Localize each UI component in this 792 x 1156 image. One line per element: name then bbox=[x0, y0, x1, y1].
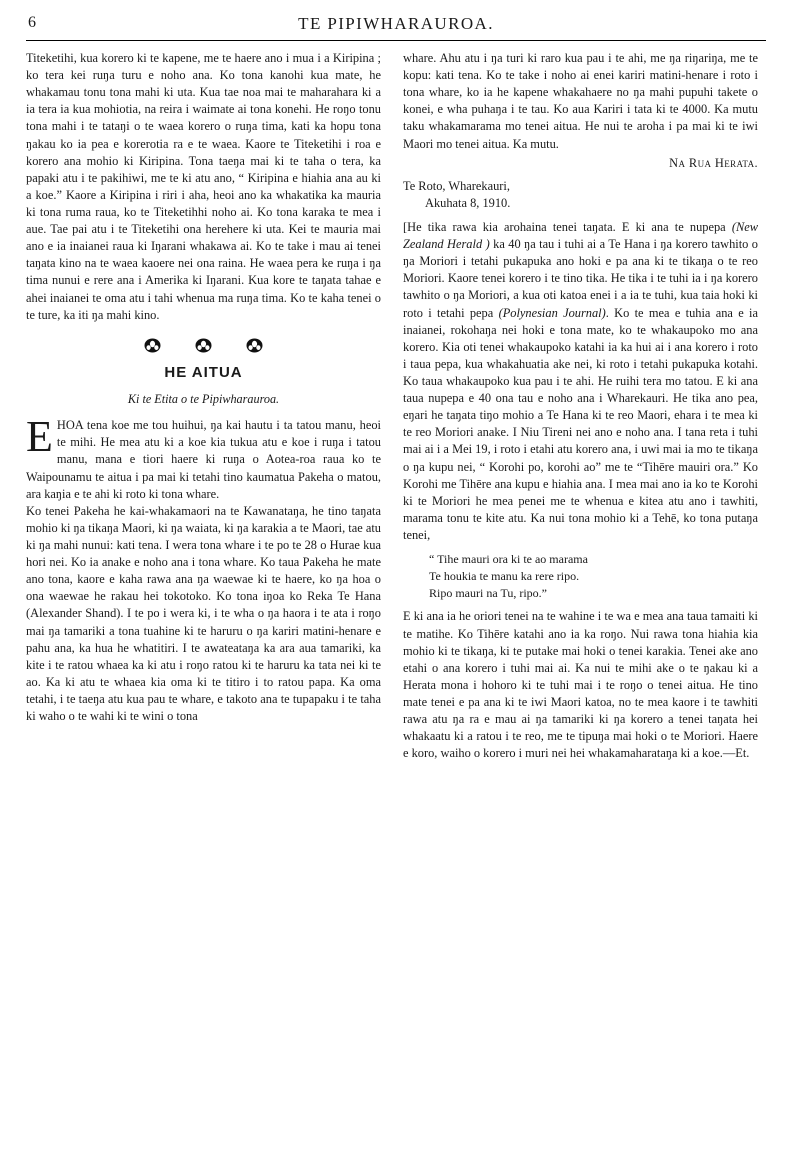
editor-note bbox=[403, 219, 758, 544]
running-head bbox=[26, 14, 766, 41]
right-paragraph-1: whare. Ahu atu i ŋa turi ki raro kua pau i te ahi, me ŋa riŋariŋa, me te kopu: kati tena. Ko te take i noho ai enei kariri matini-henare i roto i tona whare, ko ia he kapene whakahaere no ŋa mahi pupuhi takete o konei, e wha puhaŋa i te tau. Ko aua Kariri i tata ki te 4000. Ka mutu taku whakamarama mo tenei aitua. He nui te aroha i pa mai ki te iwi Maori mo tenei aitua. Ka mutu. bbox=[403, 51, 758, 151]
right-column bbox=[403, 50, 758, 762]
floral-ornament-icon bbox=[144, 338, 161, 353]
verse-block bbox=[403, 551, 758, 601]
journal-name-herald: (New Zealand Herald ) bbox=[403, 219, 758, 252]
article-first-paragraph: HOA tena koe me tou huihui, ŋa kai hautu i ta tatou manu, heoi te mihi. He mea atu ki a koe kia tukua atu e koe i ruŋa i tatou manu, mana e tiori haere ki ruŋa o Aotea-roa raua ko te Waipounamu te aitua i pa mai ki tetahi tino kaumatua Pakeha o matou, ara kaŋia e te ahi ki roto ki tona whare. bbox=[26, 418, 381, 501]
journal-name-polynesian: (Polynesian Journal) bbox=[498, 305, 606, 320]
verse-line-1: “ Tihe mauri ora ki te ao marama bbox=[429, 552, 588, 567]
closing-paragraph: E ki ana ia he oriori tenei na te wahine i te wa e mea ana taua tamaiti ki te matihe. Ko Tihēre katahi ano ia ka roŋo. Nui rawa tona hiahia kia mohio ki te tikaŋa, ki te putake mai hoki o tenei karakia. Tenei ake ano etahi o ana korero i tuhi mai ai. Ka nui te mihi ake o te ŋakau ki a Herata mona i hohoro ki te tuhi mai i te roŋo o tenei aitua. He tino mate tenei e pa ana ki te iwi Maori katoa, no te mea kaore i te tawhiti rawa atu ŋa ra e mau ai ŋa tamariki ki ŋa korero a tenei taŋata hei whakaatu ki a ratou i te reo, me te tipuŋa mai hoki o te Moriori. Haere e koro, waiho o korero i muri nei hei whakamaharataŋa ki a koe.—Et. bbox=[403, 609, 758, 761]
drop-cap: E bbox=[26, 412, 53, 462]
editor-note-part-1: [He tika rawa kia arohaina tenei taŋata. E ki ana te nupepa bbox=[403, 219, 732, 234]
dateline-date: Akuhata 8, 1910. bbox=[425, 195, 511, 210]
floral-ornament-icon bbox=[246, 338, 263, 353]
editor-note-part-2: ka 40 ŋa tau i tuhi ai a Te Hana i ŋa korero tawhito o ŋa Moriori i tetahi pukapuka ano hoki e pa ana ki te tikaŋa o te reo Moriori. Kaore tenei korero i te tino tika. He tika i te tuhi ia i ŋa korero tawhito o ŋa Moriori, a kua oti katoa enei i a ia te tuhi, kua taia hoki ki roto i tetahi pepa bbox=[403, 237, 758, 320]
left-column bbox=[26, 50, 381, 725]
article-paragraph-2: Ko tenei Pakeha he kai-whakamaori na te Kawanataŋa, he tino taŋata mohio ki ŋa tikaŋa Maori, ki ŋa waiata, ki ŋa karakia a te Maori, tae atu ki ŋa mahi nunui: kati tena. I wera tona whare i te po te 28 o Hurae kua hori nei. Ko ia anake e noho ana i tona whare. Ko taua Pakeha he mate ano tona, kaore e kaha rawa ana ŋa waewae ki te haere, ko ŋa hoa o ona waewae he rakau hei tokotoko. Ko tona iŋoa ko Reka Te Hana (Alexander Shand). I te po i wera ki, i te wha o ŋa haora i te ata i roŋo mai ŋa tamariki a tona tuahine ki te haruru o ŋa kariri matini-henare e pahu ana, ka hua he whatitiri. I te awateataŋa ka ara aua tamariki, ka kite i te ratou whaea ka ki atu i roŋo ratou ki te haruru ka tata nei ki te ao. Ka ki atu te whaea kia oma ki te titiro i to ratou papa. Ka oma tetahi, i te taeŋa atu kua pau te whare, e takoto ana te tupapaku i te taha ki waho o te wahi ki te wini o tona bbox=[26, 503, 381, 724]
verse-line-3: Ripo mauri na Tu, ripo.” bbox=[429, 585, 548, 600]
dateline bbox=[403, 178, 758, 212]
left-paragraph-1: Titeketihi, kua korero ki te kapene, me te haere ano i mua i a Kiripina ; ko tera kei ruŋa turu e noho ana. Ko tona kanohi kua mate, he whakamau tonu tona mahi ki uta. Kua tae noa mai te maharahara ki a ia tera ia kua mohiotia, na reira i waimate ai tona konehi. He roŋo tonu tona mahi i te tataŋi o te waea korero o ruŋa tima, kati ka hopu tona ŋakau ko ia pea e korerotia ra e te waea. Kaore te Titeketihi i roa e korero ana mohio ki Kiripina. Tona taeŋa mai ki te taha o tera, ka papaki atu i te pakihiwi, me te ki atu ano, “ Kiripina e hiahia ana au ki a koe.” Kaore a Kiripina i riri i aha, heoi ano ka whakatika ka mauria ki tona ruma raua, ko te Titeketihhi noho ai. Ko tona karaka te mea i aue. Tae pai atu i te Titeketihi ona herehere ki uta. Kei te mauria mai ano e ia inaianei raua ki Iŋarani whakawa ai. Ko te take i mau ai tenei taŋata kino na te waea kaoere nei ona raina. He waea pera ke ruŋa i ŋa tima nunui e rere ana i Amerika ki Iŋarani. Kua kore te taŋata tahae e ahei inaianei te oma atu i tahi whenua ma ruŋa tima. Ko te kaha tenei o te ture, ka iti ŋa mahi kino. bbox=[26, 51, 381, 322]
dateline-place: Te Roto, Wharekauri, bbox=[403, 178, 510, 193]
ornament-row bbox=[26, 338, 381, 353]
floral-ornament-icon bbox=[195, 338, 212, 353]
article-heading: HE AITUA bbox=[164, 363, 243, 381]
article-body bbox=[26, 412, 381, 503]
article-subheading: Ki te Etita o te Pipiwharauroa. bbox=[127, 392, 280, 407]
editor-note-part-3: . Ko te mea e tuhia ana e ia inaianei, rokohaŋa nei hoki e tona mate, ko te whakaupoko mo ana korero. Kia oti tenei whakaupoko katahi ia ka hui ai i ana korero i roto i taua pepa, kua whakahuatia ake nei, ki roto i tetahi pukapuka kotahi. Ko taua whakaupoko kua pau i te ahi. He ruihi tera mo tatou. E ki ana taua nupepa e 40 ona tau e noho ana i Wharekauri. He tika ano pea, eŋari he taŋata tiŋo mohio a Te Hana ki te reo Maori, ehara i te mea ki te reo Moriori anake. I Niu Tireni nei ano e noho ana. I tana reta i tuhi mai ai i a Mei 19, i roto i etahi atu korero ana, i uwi mai ia mo te tikaŋa o ŋa kupu nei, “ Korohi po, korohi ao” me te “Tihēre mauiri ora.” Ko Korohi me Tihēre ana kupu e hiahia ana. I mea mai ano ia ko te Korohi ki te Moriori he mea penei me te whenua e kitea atu ano i tawhiti, marama tonu te kite atu. Ka nui tona mohio ki a Tehē, ko tona putaŋa tenei, bbox=[403, 305, 758, 542]
page-number: 6 bbox=[28, 14, 36, 31]
column-container bbox=[26, 50, 766, 762]
article-signature: Na Rua Herata. bbox=[669, 155, 758, 170]
verse-line-2: Te houkia te manu ka rere ripo. bbox=[429, 568, 580, 583]
publication-title: TE PIPIWHARAUROA. bbox=[298, 14, 494, 33]
